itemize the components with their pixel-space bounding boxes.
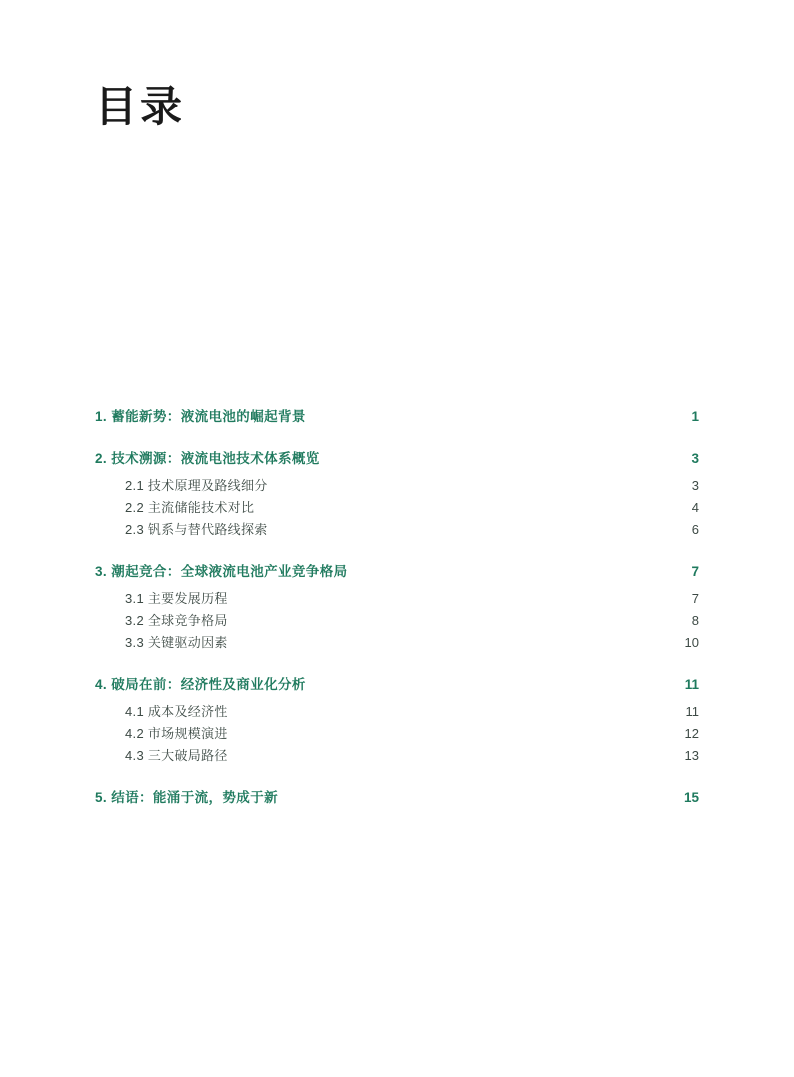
toc-entry-label: 2.2 主流储能技术对比 bbox=[125, 500, 255, 515]
toc-entry-label: 2.1 技术原理及路线细分 bbox=[125, 478, 268, 493]
toc-entry-section[interactable] bbox=[95, 519, 699, 538]
toc-group bbox=[95, 673, 699, 764]
toc-entry-page-number: 4 bbox=[691, 500, 699, 515]
toc-entry-section[interactable] bbox=[95, 588, 699, 607]
toc-entry-page-number: 7 bbox=[691, 564, 699, 579]
toc-group bbox=[95, 786, 699, 806]
table-of-contents bbox=[95, 405, 699, 814]
toc-entry-page-number: 11 bbox=[685, 704, 699, 719]
toc-entry-section[interactable] bbox=[95, 632, 699, 651]
toc-entry-label: 4.2 市场规模演进 bbox=[125, 726, 228, 741]
toc-entry-page-number: 11 bbox=[684, 677, 699, 692]
page-title: 目录 bbox=[95, 85, 186, 131]
toc-entry-label: 1. 蓄能新势：液流电池的崛起背景 bbox=[95, 409, 306, 424]
toc-entry-page-number: 7 bbox=[691, 591, 699, 606]
toc-entry-chapter[interactable] bbox=[95, 447, 699, 467]
toc-entry-chapter[interactable] bbox=[95, 673, 699, 693]
toc-entry-label: 5. 结语：能涌于流，势成于新 bbox=[95, 790, 279, 805]
toc-entry-label: 3.2 全球竞争格局 bbox=[125, 613, 228, 628]
toc-entry-label: 2.3 钒系与替代路线探索 bbox=[125, 522, 268, 537]
toc-group bbox=[95, 405, 699, 425]
toc-entry-page-number: 6 bbox=[691, 522, 699, 537]
toc-entry-section[interactable] bbox=[95, 497, 699, 516]
toc-entry-label: 3.3 关键驱动因素 bbox=[125, 635, 228, 650]
toc-entry-page-number: 3 bbox=[691, 478, 699, 493]
toc-entry-section[interactable] bbox=[95, 723, 699, 742]
toc-group bbox=[95, 447, 699, 538]
toc-group bbox=[95, 560, 699, 651]
toc-entry-page-number: 3 bbox=[691, 451, 699, 466]
toc-entry-page-number: 1 bbox=[691, 409, 699, 424]
toc-entry-page-number: 15 bbox=[683, 790, 699, 805]
toc-entry-label: 4.1 成本及经济性 bbox=[125, 704, 228, 719]
toc-entry-page-number: 10 bbox=[684, 635, 699, 650]
toc-entry-chapter[interactable] bbox=[95, 786, 699, 806]
toc-entry-chapter[interactable] bbox=[95, 560, 699, 580]
toc-entry-label: 3. 潮起竞合：全球液流电池产业竞争格局 bbox=[95, 564, 348, 579]
toc-entry-section[interactable] bbox=[95, 475, 699, 494]
toc-entry-section[interactable] bbox=[95, 701, 699, 720]
toc-entry-page-number: 13 bbox=[684, 748, 699, 763]
toc-entry-section[interactable] bbox=[95, 745, 699, 764]
toc-entry-label: 4. 破局在前：经济性及商业化分析 bbox=[95, 677, 306, 692]
toc-entry-label: 3.1 主要发展历程 bbox=[125, 591, 228, 606]
toc-entry-section[interactable] bbox=[95, 610, 699, 629]
toc-entry-label: 4.3 三大破局路径 bbox=[125, 748, 228, 763]
toc-entry-label: 2. 技术溯源：液流电池技术体系概览 bbox=[95, 451, 320, 466]
toc-entry-chapter[interactable] bbox=[95, 405, 699, 425]
toc-entry-page-number: 12 bbox=[684, 726, 699, 741]
toc-entry-page-number: 8 bbox=[691, 613, 699, 628]
